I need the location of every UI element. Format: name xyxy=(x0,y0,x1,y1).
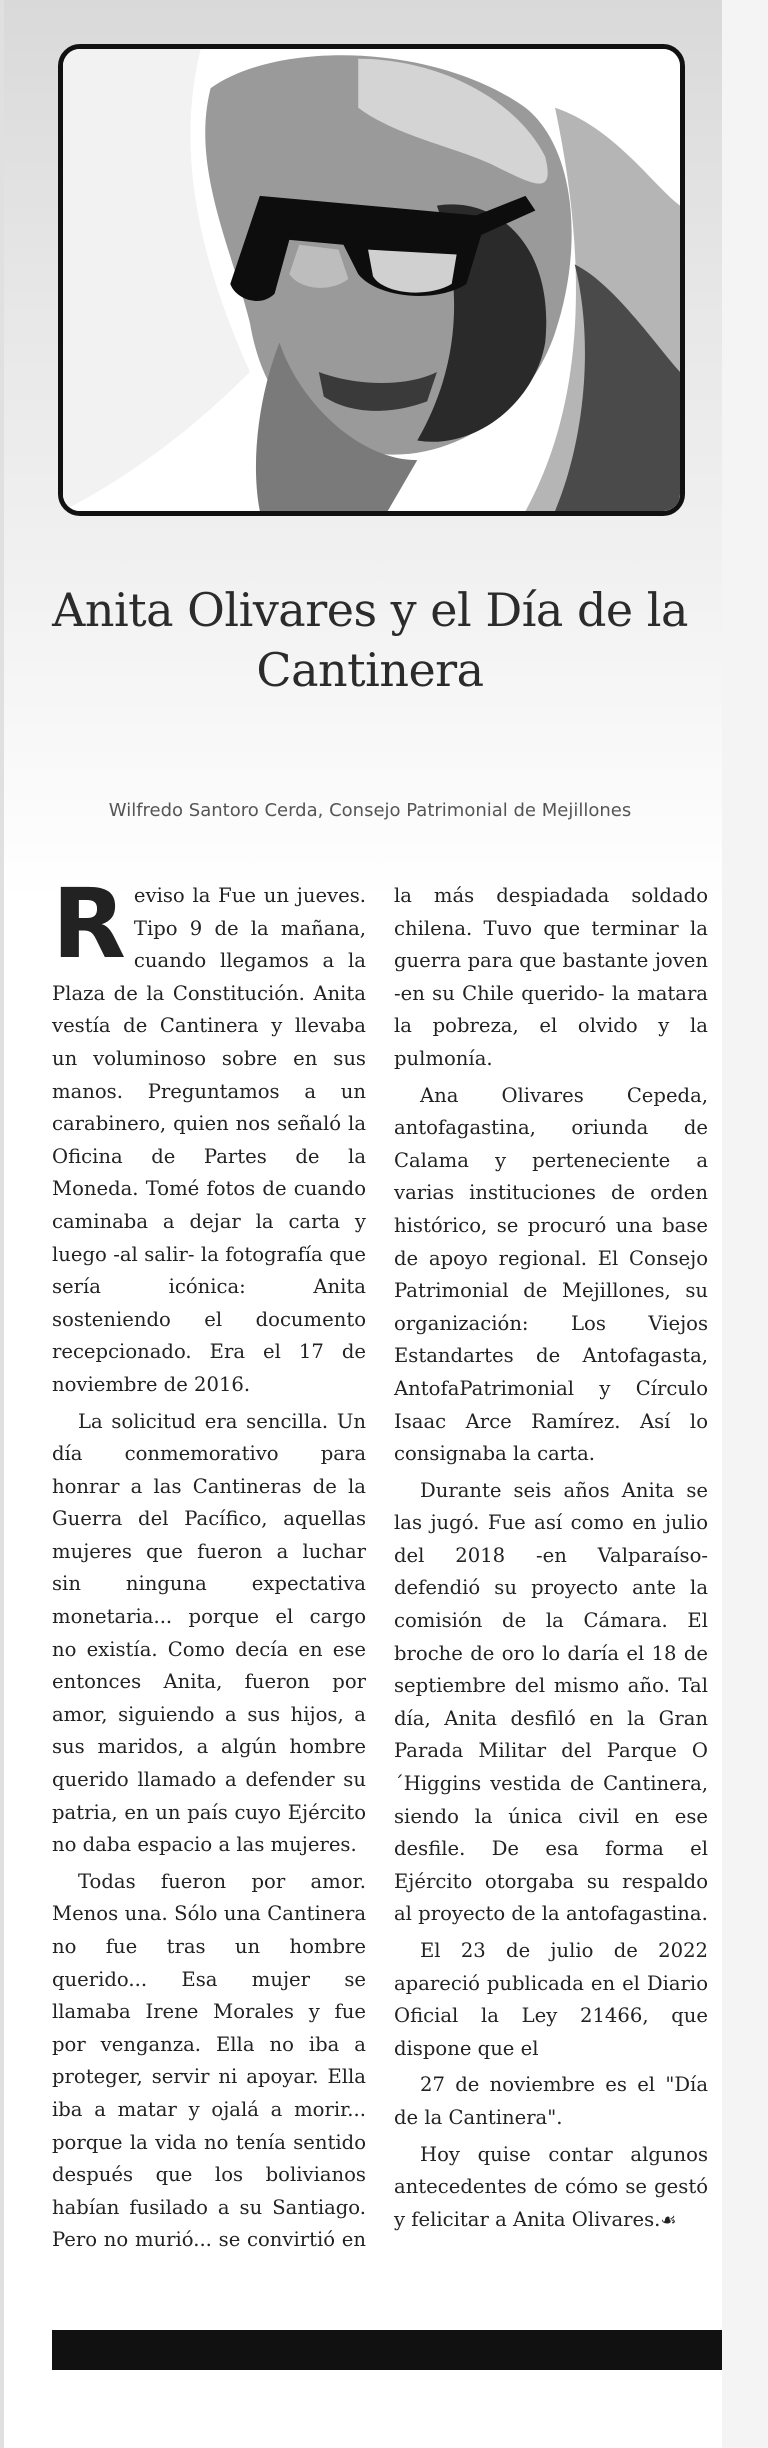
article-byline: Wilfredo Santoro Cerda, Consejo Patrimonial de Mejillones xyxy=(108,800,632,821)
page-margin xyxy=(722,0,768,2448)
paragraph-3: Todas fueron por amor. Menos una. Sólo una Cantinera no fue tras un hombre querido... Esa mujer se llamaba Irene Morales y fue por venganza. Ella no iba a proteger, servir ni apoyar. Ella iba a matar y ojalá a morir... porque la vida no tenía sentido después que los bolivianos habían fusilado a su Santiago. Pero no murió... se convirtió en la más despiadada soldado chilena. Tuvo que terminar la guerra para que bastante joven -en su Chile querido- la matara la pobreza, el olvido y la pulmonía. xyxy=(52,884,708,2252)
paragraph-8: Hoy quise contar algunos antecedentes de cómo se gestó y felicitar a Anita Olivares.☙ xyxy=(394,2142,708,2231)
paragraph-1: Reviso la Fue un jueves. Tipo 9 de la mañana, cuando llegamos a la Plaza de la Constitución. Anita vestía de Cantinera y llevaba un voluminoso sobre en sus manos. Preguntamos a un carabinero, quien nos señaló la Oficina de Partes de la Moneda. Tomé fotos de cuando caminaba a dejar la carta y luego -al salir- la fotografía que sería icónica: Anita sosteniendo el documento recepcionado. Era el 17 de noviembre de 2016. xyxy=(52,868,366,1396)
paragraph-4: Ana Olivares Cepeda, antofagastina, oriunda de Calama y perteneciente a varias instituciones de orden histórico, se procuró una base de apoyo regional. El Consejo Patrimonial de Mejillones, su organización: Los Viejos Estandartes de Antofagasta, AntofaPatrimonial y Círculo Isaac Arce Ramírez. Así lo consignaba la carta. xyxy=(394,1083,708,1466)
paragraph-6: El 23 de julio de 2022 apareció publicada en el Diario Oficial la Ley 21466, que dispone que el xyxy=(394,1939,708,2060)
drop-cap: R xyxy=(52,868,126,980)
paragraph-7: 27 de noviembre es el "Día de la Cantinera". xyxy=(394,2073,708,2129)
paragraph-2: La solicitud era sencilla. Un día conmemorativo para honrar a las Cantineras de la Guerra del Pacífico, aquellas mujeres que fueron a luchar sin ninguna expectativa monetaria... porque el cargo no existía. Como decía en ese entonces Anita, fueron por amor, siguiendo a sus hijos, a sus maridos, a algún hombre querido llamado a defender su patria, en un país cuyo Ejército no daba espacio a las mujeres. xyxy=(52,1409,366,1857)
paragraph-5: Durante seis años Anita se las jugó. Fue así como en julio del 2018 -en Valparaíso- defendió su proyecto ante la comisión de la Cámara. El broche de oro lo daría el 18 de septiembre del mismo año. Tal día, Anita desfiló en la Gran Parada Militar del Parque O´Higgins vestida de Cantinera, siendo la única civil en ese desfile. De esa forma el Ejército otorgaba su respaldo al proyecto de la antofagastina. xyxy=(394,1478,708,1926)
end-mark-icon: ☙ xyxy=(660,2209,677,2231)
footer-bar xyxy=(52,2330,722,2370)
left-rule xyxy=(0,0,4,2448)
article-body xyxy=(52,868,708,2270)
man-with-glasses-portrait-icon xyxy=(63,49,680,511)
article-title: Anita Olivares y el Día de la Cantinera xyxy=(52,583,688,697)
portrait-illustration xyxy=(58,44,685,516)
